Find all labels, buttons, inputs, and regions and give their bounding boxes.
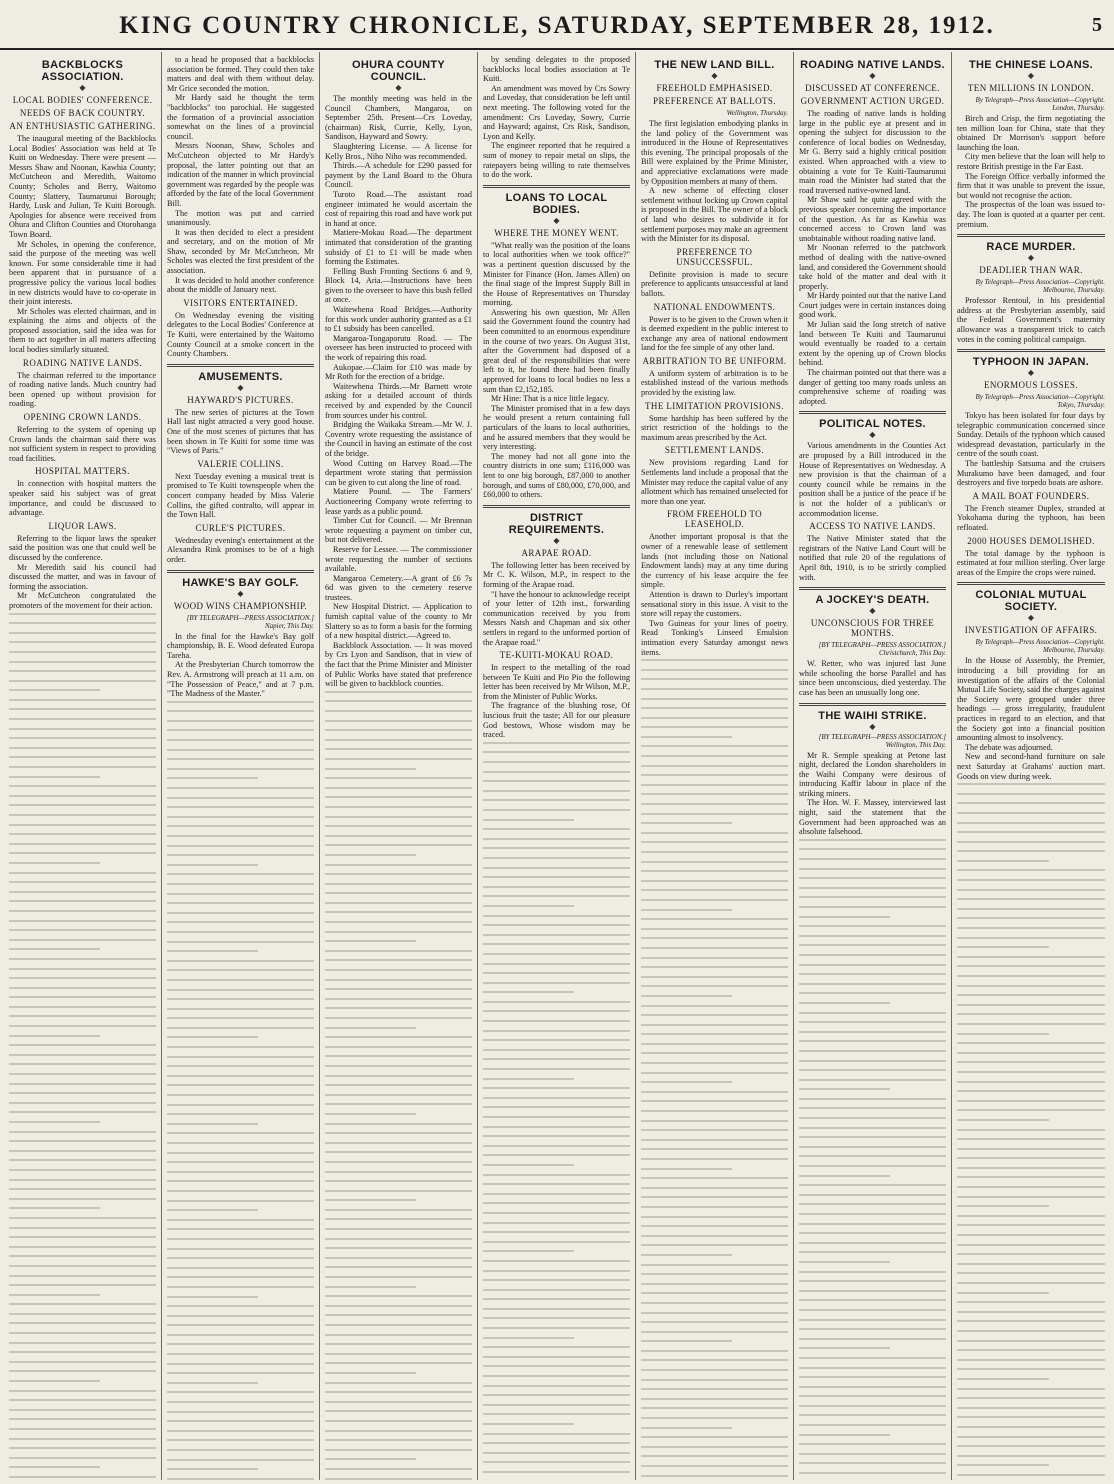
article-subheading: LOCAL BODIES' CONFERENCE. — [12, 95, 153, 105]
article-paragraph: Professor Rentoul, in his presidential address at the Presbyterian assembly, said the Federal Government's maternity allowance was a transparent trick to catch votes in the coming political campaign. — [957, 296, 1105, 344]
article-headline: A JOCKEY'S DEATH. — [815, 594, 930, 607]
article-paragraph: Wood Cutting on Harvey Road.—The department wrote stating that permission can be given to cut along the line of road. — [325, 458, 472, 487]
article-dateline: By Telegraph—Press Association—Copyright. Melbourne, Thursday. — [975, 638, 1105, 655]
article-subheading: VISITORS ENTERTAINED. — [183, 297, 298, 308]
article-paragraph: City men believe that the loan will help to restore British prestige in the Far East. — [957, 152, 1105, 171]
article-subheading: A MAIL BOAT FOUNDERS. — [972, 490, 1090, 501]
article-subheading: HOSPITAL MATTERS. — [35, 466, 130, 477]
article-paragraph: The new series of pictures at the Town Hall last night attracted a very good house. One of the most scenes of pictures that has been shown in Te Kuiti for some time was "Views of Paris." — [167, 407, 314, 456]
article-subheading: ACCESS TO NATIVE LANDS. — [809, 521, 936, 532]
column-3 — [320, 52, 478, 1480]
article-paragraph: Some hardship has been suffered by the strict restriction of the holdings to the maximum areas prescribed by the Act. — [641, 413, 788, 442]
body-text-lines — [167, 701, 314, 1480]
masthead — [0, 0, 1114, 50]
article-subheading: OPENING CROWN LANDS. — [23, 412, 142, 423]
article-subheading: GOVERNMENT ACTION URGED. — [800, 96, 945, 106]
article-paragraph: It was then decided to elect a president and secretary, and on the motion of Mr Shaw, seconded by Mr McCutcheon, Mr Scholes was elected the first president of the association. — [167, 227, 314, 276]
article-paragraph: The engineer reported that he required a sum of money to repair metal on slips, the ratepayers being willing to rate themselves to do the work. — [483, 141, 630, 180]
article-paragraph: Mr McCutcheon congratulated the promoters of the movement for their action. — [9, 591, 156, 610]
article-paragraph: The chairman referred to the importance of roading native lands. Much country had been opened up without provision for roading. — [9, 370, 156, 409]
article-subheading: VALERIE COLLINS. — [197, 458, 284, 469]
article-paragraph: Mr Scholes, in opening the conference, said the purpose of the meeting was well known. For some considerable time it had been apparent that in pursuance of a progressive policy the various local bodies in new districts would have to co-operate in their joint interests. — [9, 239, 156, 307]
body-text-lines — [325, 691, 472, 1480]
article-paragraph: It was decided to hold another conference about the middle of January next. — [167, 275, 314, 295]
body-text-lines — [799, 839, 946, 1480]
body-text-lines — [641, 659, 788, 1480]
article-paragraph: Mr Julian said the long stretch of native land between Te Kuiti and Taumarunui would eventually be roaded to a certain extent by the opening up of Crown blocks behind. — [799, 320, 946, 368]
article-paragraph: The Minister promised that in a few days he would present a return containing full particulars of the loans to local authorities, and he assured members that they would be very interesting. — [483, 403, 630, 452]
article-paragraph: Waitewhena Road Bridges.—Authority for this work under authority granted as a £1 to £1 subsidy has been cancelled. — [325, 305, 472, 334]
article-headline: RACE MURDER. — [986, 241, 1076, 254]
article-paragraph: Mr Scholes was elected chairman, and in explaining the aims and objects of the proposed association, said the idea was for them to act together in all matters affecting local bodies similarly situated. — [9, 306, 156, 355]
article-paragraph: The following letter has been received by Mr C. K. Wilson, M.P., in respect to the forming of the Arapae road. — [483, 560, 630, 589]
article-paragraph: Referring to the liquor laws the speaker said the position was one that could well be discussed by the conference. — [9, 533, 156, 562]
article-paragraph: At the Presbyterian Church tomorrow the Rev. A. Armstrong will preach at 11 a.m. on "The Possession of Peace," and at 7 p.m. "The Madness of the Master." — [167, 660, 314, 699]
column-rule — [957, 234, 1105, 237]
article-paragraph: The Hon. W. F. Massey, interviewed last night, said the statement that the Government had been approached was an absolute falsehood. — [799, 798, 946, 837]
column-4 — [478, 52, 636, 1480]
ornament-divider: ◆ — [237, 588, 244, 598]
article-paragraph: A new scheme of effecting closer settlement without locking up Crown capital is proposed in the Bill. The owner of a block of land who desires to subdivide it for settlement purposes may make an agreement with the Minister for its disposal. — [641, 186, 788, 244]
body-text-lines — [957, 783, 1105, 1480]
column-5 — [636, 52, 794, 1480]
article-paragraph: Mr Hardy said he thought the term "backblocks" too parochial. He suggested the formation of a provincial association somewhat on the lines of a provincial council. — [167, 93, 314, 141]
article-subheading: ROADING NATIVE LANDS. — [22, 357, 143, 368]
article-subheading: HAYWARD'S PICTURES. — [187, 394, 294, 405]
article-paragraph: An amendment was moved by Crs Sowry and Loveday, that consideration be left until next meeting. The following voted for the amendment: Crs Loveday, Sowry, Currie and Hayward; against, Crs Risk, Sandison, Lyon and Kelly. — [483, 83, 630, 141]
article-subheading: INVESTIGATION OF AFFAIRS. — [964, 625, 1098, 636]
ornament-divider: ◆ — [237, 382, 244, 392]
column-rule — [799, 411, 946, 414]
article-paragraph: New Hospital District. — Application to furnish capital value of the county to Mr Slattery so as to form a basis for the forming of a new hospital district.—Agreed to. — [325, 602, 472, 641]
article-subheading: PREFERENCE TO UNSUCCESSFUL. — [676, 246, 753, 267]
article-paragraph: In the final for the Hawke's Bay golf championship, B. E. Wood defeated Europa Tareha. — [167, 631, 314, 660]
ornament-divider: ◆ — [1027, 368, 1035, 378]
article-paragraph: Mr Shaw said he quite agreed with the previous speaker concerning the importance of the question. As far as Kawhia was concerned access to Crown land was unobtainable without roading native land. — [799, 195, 946, 243]
article-headline: COLONIAL MUTUAL SOCIETY. — [975, 589, 1087, 614]
article-paragraph: Two Guineas for your lines of poetry. Read Tonking's Linseed Emulsion intimation every Saturday amongst news items. — [641, 618, 788, 657]
column-rule — [483, 505, 630, 508]
article-paragraph: The money had not all gone into the country districts in one sum; £116,000 was lent to one big borough, £87,000 to another borough, and sums of £80,000, £70,000, and £60,000 to others. — [483, 451, 630, 500]
column-rule — [957, 582, 1105, 585]
article-paragraph: Turoto Road.—The assistant road engineer intimated he would ascertain the cost of repairing this road and have work put in hand at once. — [325, 189, 472, 228]
article-subheading: TEN MILLIONS IN LONDON. — [967, 83, 1095, 93]
article-paragraph: The French steamer Duplex, stranded at Yokohama during the typhoon, has been refloated. — [957, 503, 1105, 533]
ornament-divider: ◆ — [1027, 253, 1035, 263]
ornament-divider: ◆ — [79, 83, 86, 92]
article-subheading: FROM FREEHOLD TO LEASEHOLD. — [666, 509, 763, 530]
article-paragraph: Matiere Pound. — The Farmers' Auctioneering Company wrote referring to lease yards as a public pound. — [325, 487, 472, 516]
article-paragraph: The battleship Satsuma and the cruisers Murakumo have been damaged, and four destroyers and five torpedo boats are ashore. — [957, 459, 1105, 488]
article-paragraph: Timber Cut for Council. — Mr Brennan wrote requesting a payment on timber cut, but not delivered. — [325, 516, 472, 545]
article-paragraph: Mr Hine: That is a nice little legacy. — [491, 394, 609, 404]
column-6 — [794, 52, 952, 1480]
article-paragraph: Waitewhena Thirds.—Mr Barnett wrote asking for a detailed account of thirds received by and expended by the Council from sources under his control. — [325, 381, 472, 420]
article-subheading: LIQUOR LAWS. — [48, 520, 117, 531]
article-dateline: By Telegraph—Press Association—Copyright. London, Thursday. — [975, 96, 1105, 112]
column-7 — [952, 52, 1110, 1480]
article-paragraph: The first legislation embodying planks in the land policy of the Government was introduced in the House of Representatives this evening. The principal proposals of the Bill were explained by the Prime Minister, and appreciative exclamations were made by Opposition members at many of them. — [641, 119, 788, 186]
article-subheading: WOOD WINS CHAMPIONSHIP. — [173, 600, 308, 611]
ornament-divider: ◆ — [553, 535, 560, 545]
article-headline: ROADING NATIVE LANDS. — [800, 59, 945, 71]
article-paragraph: Another important proposal is that the owner of a renewable lease of settlement lands (not including those on National Endowment lands) may at any time during the currency of his lease acquire the fee simple. — [641, 532, 788, 590]
article-headline: AMUSEMENTS. — [198, 370, 283, 383]
column-rule — [957, 349, 1105, 352]
article-paragraph: "I have the honour to acknowledge receipt of your letter of 12th inst., forwarding communication received by you from Messrs Natsh and Chapman and six other settlers in regard to the unformed portion of the Arapae road." — [483, 589, 630, 647]
article-paragraph: Slaughtering License. — A license for Kelly Bros., Niho Niho was recommended. — [325, 141, 472, 161]
article-subheading: DEADLIER THAN WAR. — [979, 265, 1083, 276]
ornament-divider: ◆ — [869, 71, 876, 80]
article-paragraph: Aukopae.—Claim for £10 was made by Mr Roth for the erection of a bridge. — [325, 362, 472, 382]
ornament-divider: ◆ — [1027, 71, 1035, 80]
column-rule — [167, 570, 314, 573]
article-subheading: 2000 HOUSES DEMOLISHED. — [967, 535, 1095, 546]
article-paragraph: Definite provision is made to secure preference to applicants unsuccessful at land ballots. — [641, 269, 788, 298]
article-paragraph: Mr Noonan referred to the patchwork method of dealing with the native-owned land, and considered the Government should take hold of the matter and deal with it properly. — [799, 243, 946, 291]
article-paragraph: The roading of native lands is holding large in the public eye at present and in opening the subject for discussion to the conference of local bodies on Wednesday, Mr G. Berry said a highly critical position existed. When approached with a view to obtaining a vote for Te Kuiti-Taumarunui main road the Minister had stated that the road traversed native-owned land. — [799, 109, 946, 195]
page-number: 5 — [1092, 14, 1102, 36]
article-paragraph: Mangaroa Cemetery.—A grant of £6 7s 6d was given to the cemetery reserve trustees. — [325, 573, 472, 602]
columns-container — [4, 52, 1110, 1480]
article-subheading: ARBITRATION TO BE UNIFORM. — [642, 355, 787, 366]
article-subheading: NEEDS OF BACK COUNTRY. — [19, 108, 146, 118]
article-paragraph: The chairman pointed out that there was a danger of getting too many roads unless an comprehensive scheme of roading was adopted. — [799, 368, 946, 406]
article-dateline: Wellington, Thursday. — [726, 109, 788, 117]
article-paragraph: The fragrance of the blushing rose, Of luscious fruit the taste; All for our pleasure God bestows, Whose wisdom may be traced. — [483, 701, 630, 740]
ornament-divider: ◆ — [869, 430, 876, 440]
article-paragraph: Referring to the system of opening up Crown lands the chairman said there was not sufficient system in respect to providing road facilities. — [9, 425, 156, 463]
article-headline: POLITICAL NOTES. — [819, 418, 926, 431]
article-paragraph: The total damage by the typhoon is estimated at four million sterling. Over large areas of the Empire the crops were ruined. — [957, 548, 1105, 577]
article-headline: LOANS TO LOCAL BODIES. — [505, 191, 608, 216]
article-paragraph: Mangaroa-Tongaporutu Road. — The overseer has been instructed to proceed with the work of repairing this road. — [325, 333, 472, 363]
article-subheading: ENORMOUS LOSSES. — [984, 380, 1078, 391]
newspaper-title: KING COUNTRY CHRONICLE, SATURDAY, SEPTEMBER 28, 1912. — [119, 12, 995, 39]
article-paragraph: Mr Meredith said his council had discussed the matter, and was in favour of forming the association. — [9, 562, 156, 591]
article-paragraph: The Native Minister stated that the registrars of the Native Land Court will be notified that rule 20 of the regulations of April 8th, 1910, is to be strictly complied with. — [799, 534, 946, 582]
article-headline: THE WAIHI STRIKE. — [818, 709, 927, 722]
column-rule — [799, 587, 946, 590]
body-text-lines — [483, 742, 630, 1480]
article-paragraph: The debate was adjourned. — [965, 742, 1053, 752]
article-paragraph: to a head he proposed that a backblocks association be formed. They could then take matters and deal with them without delay. Mr Grice seconded the motion. — [167, 55, 314, 93]
article-subheading: NATIONAL ENDOWMENTS. — [653, 301, 776, 312]
ornament-divider: ◆ — [869, 721, 876, 731]
article-dateline: [BY TELEGRAPH—PRESS ASSOCIATION.] Wellington, This Day. — [818, 732, 946, 749]
article-paragraph: The prospectus of the loan was issued to-day. The loan is quoted at a quarter per cent. premium. — [957, 200, 1105, 229]
article-subheading: SETTLEMENT LANDS. — [664, 445, 765, 456]
article-paragraph: In connection with hospital matters the speaker said his subject was of great importance, and could be discussed to advantage. — [9, 479, 156, 518]
article-headline: THE CHINESE LOANS. — [969, 59, 1093, 71]
ornament-divider: ◆ — [395, 83, 402, 92]
article-headline: THE NEW LAND BILL. — [654, 59, 775, 71]
article-dateline: By Telegraph—Press Association—Copyright. Tokyo, Thursday. — [975, 393, 1105, 410]
article-subheading: ARAPAE ROAD. — [521, 547, 592, 558]
ornament-divider: ◆ — [553, 215, 560, 225]
article-paragraph: Reserve for Lessee. — The commissioner wrote requesting the number of sections available. — [325, 544, 472, 574]
article-paragraph: Various amendments in the Counties Act are proposed by a Bill introduced in the House of Representatives on Wednesday. A new provision is that the chairman of a county council while he remains in the position shall be a justice of the peace if he is not the holder of a publican's or accommodation license. — [799, 441, 946, 518]
article-paragraph: Messrs Noonan, Shaw, Scholes and McCutcheon objected to Mr Hardy's proposal, the latter pointing out that an indication of the manner in which provincial government was regarded by the people was afforded by the fate of the local Government Bill. — [167, 141, 314, 208]
ornament-divider: ◆ — [711, 71, 718, 80]
article-paragraph: "What really was the position of the loans to local authorities when we took office?" was a pertinent question discussed by the Minister for Finance (Hon. James Allen) on the final stage of the Imprest Supply Bill in the House of Representatives on Thursday morning. — [483, 240, 630, 308]
article-paragraph: The inaugural meeting of the Backblocks Local Bodies' Association was held at Te Kuiti on Wednesday. There were present — Messrs Shaw and Noonan, Kawhia County; McCutcheon and Meredith, Waitomo County; Scholes and Berry, Waitomo County; Slattery, Taumarunui Borough; Hardy, Lusk and Julian, Te Kuiti Borough. Apologies for absence were received from Ohura and Clifton Counties and Otorohanga Town Board. — [9, 134, 156, 239]
article-paragraph: Bridging the Waikaka Stream.—Mr W. J. Coventry wrote requesting the assistance of the Council in having an estimate of the cost of the bridge. — [325, 420, 472, 458]
article-paragraph: Attention is drawn to Durley's important sensational story in this issue. A visit to the store will repay the customers. — [641, 589, 788, 619]
article-subheading: UNCONSCIOUS FOR THREE MONTHS. — [810, 618, 935, 639]
article-paragraph: Answering his own question, Mr Allen said the Government found the country had been committed to an enormous expenditure in the course of two years. On August 31st, after the Government had disposed of a great deal of the responsibilities that were left to it, he found there had been finally approved for loans to local bodies no less a sum than £2,152,185. — [483, 307, 630, 394]
article-paragraph: In respect to the metalling of the road between Te Kuiti and Pio Pio the following letter has been received by Mr Wilson, M.P., from the Minister of Public Works. — [483, 663, 630, 701]
ornament-divider: ◆ — [869, 606, 876, 616]
article-dateline: By Telegraph—Press Association—Copyright. Melbourne, Thursday. — [975, 278, 1105, 295]
column-rule — [483, 185, 630, 188]
article-paragraph: Matiere-Mokau Road.—The department intimated that consideration of the granting subsidy of £1 to £1 will be made when forming the Estimates. — [325, 228, 472, 267]
article-headline: HAWKE'S BAY GOLF. — [182, 576, 299, 589]
article-subheading: TE-KUITI-MOKAU ROAD. — [499, 650, 614, 661]
article-paragraph: Wednesday evening's entertainment at the Alexandra Rink promises to be of a high order. — [167, 535, 314, 564]
article-headline: DISTRICT REQUIREMENTS. — [508, 511, 605, 536]
article-paragraph: Mr Hardy pointed out that the native Land Court judges were in certain instances doing good work. — [799, 291, 946, 320]
article-paragraph: The monthly meeting was held in the Council Chambers, Mangaroa, on September 25th. Present—Crs Loveday, (chairman) Risk, Currie, Kelly, Lyon, Sandison, Hayward and Sowry. — [325, 94, 472, 142]
article-paragraph: In the House of Assembly, the Premier, introducing a bill providing for an investigation of the affairs of the Colonial Mutual Life Society, said the charges against the Society were grouped under three headings — gross irregularity, fraudulent practices in regard to an election, and that the Society got into a financial position amounting almost to insolvency. — [957, 656, 1105, 743]
article-paragraph: On Wednesday evening the visiting delegates to the Local Bodies' Conference at Te Kuiti, were entertained by the Waitomo County Council at a smoke concert in the County Chambers. — [167, 310, 314, 359]
article-subheading: CURLE'S PICTURES. — [195, 522, 286, 533]
article-dateline: [BY TELEGRAPH—PRESS ASSOCIATION.] Napier, This Day. — [186, 613, 314, 630]
article-paragraph: The Foreign Office verbally informed the firm that it was unable to prevent the issue, but would not recognise the action. — [957, 171, 1105, 200]
body-text-lines — [9, 613, 156, 1480]
article-paragraph: Birch and Crisp, the firm negotiating the ten million loan for China, state that they obtained Dr Morrison's support before launching the loan. — [957, 114, 1105, 152]
article-paragraph: by sending delegates to the proposed backblocks local bodies association at Te Kuiti. — [483, 55, 630, 84]
article-paragraph: Thirds.—A schedule for £290 passed for payment by the Land Board to the Ohura Council. — [325, 161, 472, 190]
article-headline: OHURA COUNTY COUNCIL. — [351, 59, 446, 83]
article-headline: BACKBLOCKS ASSOCIATION. — [41, 59, 124, 83]
article-paragraph: Backblock Association. — It was moved by Crs Lyon and Sandison, that in view of the fact that the Prime Minister and Minister of Public Works have stated that preference will be given to backblock counties. — [325, 640, 472, 689]
article-dateline: [BY TELEGRAPH—PRESS ASSOCIATION.] Christchurch, This Day. — [818, 641, 946, 658]
article-subheading: AN ENTHUSIASTIC GATHERING. — [9, 121, 156, 131]
column-rule — [167, 364, 314, 367]
article-paragraph: W. Retter, who was injured last June while schooling the horse Parallel and has since been unconscious, died yesterday. The case has been an unusually long one. — [799, 659, 946, 697]
article-paragraph: Power is to be given to the Crown when it is deemed expedient in the public interest to exchange any area of national endowment land for the fee simple of any other land. — [641, 314, 788, 353]
article-paragraph: Next Tuesday evening a musical treat is promised to Te Kuiti townspeople when the concert company headed by Miss Valerie Collins, the gifted contralto, will appear in the Town Hall. — [167, 471, 314, 520]
article-paragraph: The motion was put and carried unanimously. — [167, 208, 314, 228]
article-paragraph: Tokyo has been isolated for four days by telegraphic communication concerned since Sunday. Details of the typhoon which caused widespread devastation, particularly in the centre of the south coast. — [957, 411, 1105, 459]
article-paragraph: A uniform system of arbitration is to be established instead of the various methods provided by the existing law. — [641, 368, 788, 398]
article-paragraph: New provisions regarding Land for Settlements land include a proposal that the Minister may reduce the capital value of any allotment which has remained unselected for more than one year. — [641, 458, 788, 506]
column-2 — [162, 52, 320, 1480]
article-subheading: PREFERENCE AT BALLOTS. — [653, 96, 776, 106]
column-rule — [799, 703, 946, 706]
column-1 — [4, 52, 162, 1480]
article-subheading: DISCUSSED AT CONFERENCE. — [805, 83, 940, 93]
article-paragraph: New and second-hand furniture on sale next Saturday at Grahams' auction mart. Goods on view during week. — [957, 752, 1105, 781]
article-paragraph: Mr R. Semple speaking at Petone last night, declared the London shareholders in the Waihi Company were desirous of introducing Kaffir labour in place of the striking miners. — [799, 750, 946, 798]
article-headline: TYPHOON IN JAPAN. — [972, 356, 1090, 369]
article-paragraph: Felling Bush Fronting Sections 6 and 9, Block 14, Aria.—Instructions have been given to the overseer to have this bush felled at once. — [325, 266, 472, 305]
article-subheading: THE LIMITATION PROVISIONS. — [645, 400, 784, 411]
ornament-divider: ◆ — [1027, 613, 1035, 623]
article-subheading: WHERE THE MONEY WENT. — [494, 227, 619, 238]
article-subheading: FREEHOLD EMPHASISED. — [656, 83, 773, 93]
